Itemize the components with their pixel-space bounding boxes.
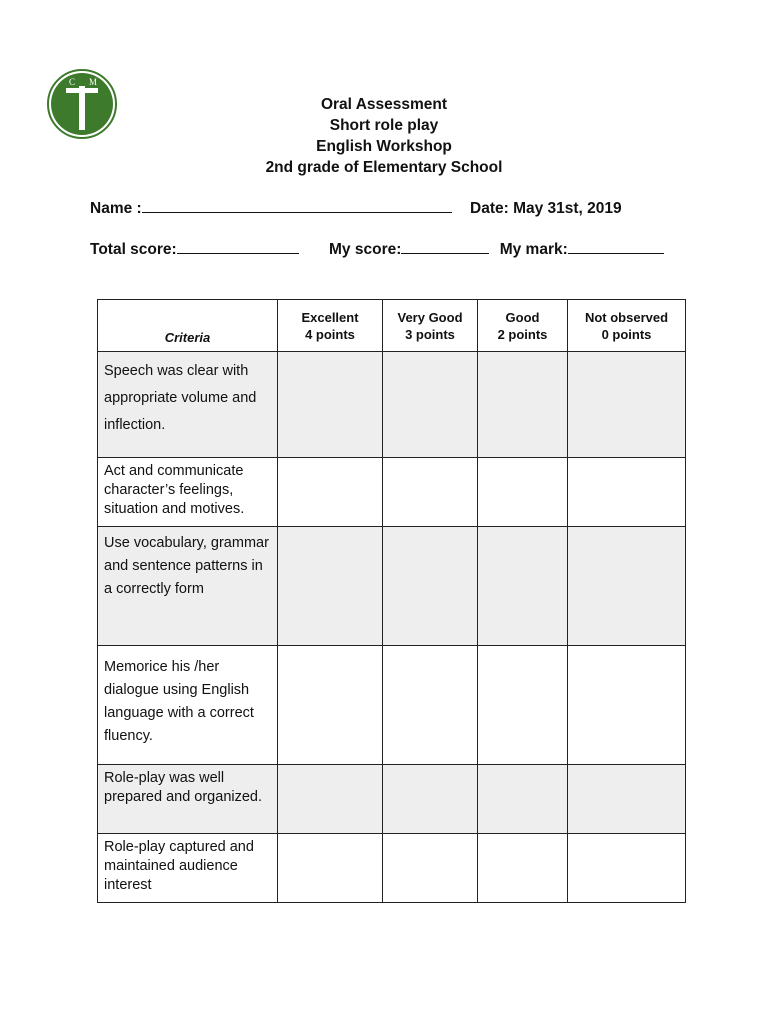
- score-cell-not-observed[interactable]: [568, 765, 686, 834]
- name-label: Name :: [90, 200, 142, 217]
- score-cell-not-observed[interactable]: [568, 646, 686, 765]
- rubric-table: [97, 299, 686, 903]
- score-cell-not-observed[interactable]: [568, 527, 686, 646]
- score-cell-good[interactable]: [478, 352, 568, 458]
- score-cell-very-good[interactable]: [383, 646, 478, 765]
- my-score-label: My score:: [329, 241, 402, 258]
- my-score-blank-line[interactable]: [401, 239, 489, 254]
- score-cell-good[interactable]: [478, 527, 568, 646]
- table-row: [98, 834, 686, 903]
- header-not-observed-label: Not observed: [584, 309, 669, 325]
- document-header: [0, 94, 768, 178]
- rubric-header-row: [98, 300, 686, 352]
- total-score-label: Total score:: [90, 241, 177, 258]
- score-cell-not-observed[interactable]: [568, 352, 686, 458]
- header-good-label: Good: [505, 309, 540, 325]
- score-cell-very-good[interactable]: [383, 834, 478, 903]
- header-excellent: [278, 300, 383, 352]
- subtitle-grade: 2nd grade of Elementary School: [265, 159, 503, 176]
- subtitle-short-role-play: Short role play: [329, 117, 439, 134]
- score-row: [90, 239, 664, 259]
- my-mark-blank-line[interactable]: [568, 239, 664, 254]
- score-cell-excellent[interactable]: [278, 834, 383, 903]
- name-blank-line[interactable]: [142, 198, 452, 213]
- logo-letter-c: C: [69, 77, 76, 87]
- header-excellent-label: Excellent: [301, 309, 359, 325]
- header-good: [478, 300, 568, 352]
- score-cell-good[interactable]: [478, 458, 568, 527]
- score-cell-excellent[interactable]: [278, 458, 383, 527]
- criteria-cell: Role-play captured and maintained audience interest: [98, 834, 278, 903]
- criteria-cell: Role-play was well prepared and organized.: [98, 765, 278, 834]
- header-very-good-label: Very Good: [397, 309, 463, 325]
- score-cell-not-observed[interactable]: [568, 834, 686, 903]
- criteria-cell: Speech was clear with appropriate volume and inflection.: [98, 352, 278, 458]
- date-label: Date: May 31st, 2019: [470, 200, 622, 217]
- score-cell-excellent[interactable]: [278, 646, 383, 765]
- criteria-cell: Use vocabulary, grammar and sentence patterns in a correctly form: [98, 527, 278, 646]
- title-oral-assessment: Oral Assessment: [320, 96, 448, 113]
- score-cell-good[interactable]: [478, 646, 568, 765]
- score-cell-excellent[interactable]: [278, 527, 383, 646]
- name-date-row: [90, 198, 622, 218]
- score-cell-very-good[interactable]: [383, 765, 478, 834]
- criteria-cell: Act and communicate character’s feelings, situation and motives.: [98, 458, 278, 527]
- score-cell-good[interactable]: [478, 765, 568, 834]
- score-cell-very-good[interactable]: [383, 352, 478, 458]
- score-cell-very-good[interactable]: [383, 458, 478, 527]
- header-not-observed: [568, 300, 686, 352]
- logo-letter-m: M: [89, 77, 98, 87]
- table-row: [98, 527, 686, 646]
- total-score-blank-line[interactable]: [177, 239, 299, 254]
- score-cell-excellent[interactable]: [278, 765, 383, 834]
- header-criteria: Criteria: [98, 300, 278, 352]
- header-very-good-points: 3 points: [405, 326, 455, 342]
- subtitle-english-workshop: English Workshop: [316, 138, 452, 155]
- header-excellent-points: 4 points: [305, 326, 355, 342]
- criteria-cell: Memorice his /her dialogue using English language with a correct fluency.: [98, 646, 278, 765]
- header-not-observed-points: 0 points: [601, 326, 652, 342]
- score-cell-good[interactable]: [478, 834, 568, 903]
- header-good-points: 2 points: [497, 326, 548, 342]
- score-cell-very-good[interactable]: [383, 527, 478, 646]
- table-row: [98, 458, 686, 527]
- my-mark-label: My mark:: [499, 241, 568, 258]
- score-cell-not-observed[interactable]: [568, 458, 686, 527]
- table-row: [98, 646, 686, 765]
- table-row: [98, 765, 686, 834]
- table-row: [98, 352, 686, 458]
- header-very-good: [383, 300, 478, 352]
- score-cell-excellent[interactable]: [278, 352, 383, 458]
